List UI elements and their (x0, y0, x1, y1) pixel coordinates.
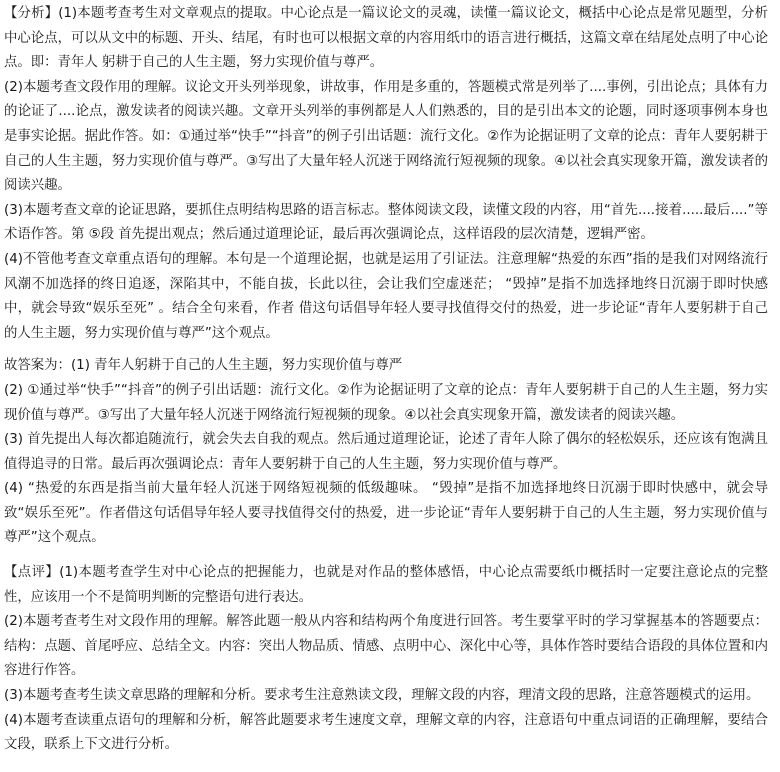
analysis-paragraph-1 (4, 2, 768, 76)
analysis-tag: 【分析】 (4, 6, 59, 21)
answer-section (4, 354, 768, 551)
comment-paragraph-1 (4, 561, 768, 610)
analysis-paragraph-2: (2)本题考查文段作用的理解。议论文开头列举现象，讲故事，作用是多重的，答题模式常是列举了....事例，引出论点；具体有力的论证了....论点，激发读者的阅读兴趣。文章开头列举的事例都是人人们熟悉的，目的是引出本文的论题，同时逐项事例本身也是事实论据。据此作答。如：①通过举“快手”“抖音”的例子引出话题：流行文化。②作为论据证明了文章的论点：青年人要躬耕于自己的人生主题，努力实现价值与尊严。③写出了大量年轻人沉迷于网络流行短视频的现象。④以社会真实现象开篇，激发读者的阅读兴趣。 (4, 79, 768, 194)
analysis-paragraph-4: (4)不管他考查文章重点语句的理解。本句是一个道理论据，也就是运用了引证法。注意理解“热爱的东西”指的是我们对网络流行风潮不加选择的终日追逐，深陷其中，不能自拔，长此以往，会让我们空虚迷茫； “毁掉”是指不加选择地终日沉溺于即时快感中，就会导致“娱乐至死” 。结合全句来看，作者 借这句话倡导年轻人要寻找值得交付的热爱，进一步论证“青年人要躬耕于自己的人生主题，努力实现价值与尊严”这个观点。 (4, 251, 768, 341)
analysis-section (4, 2, 768, 346)
section-spacer (4, 346, 768, 354)
analysis-text-1: (1)本题考查考生对文章观点的提取。中心论点是一篇议论文的灵魂，读懂一篇议论文，概括中心论点是常见题型，分析中心论点，可以从文中的标题、开头、结尾，有时也可以根据文章的内容用纸巾的语言进行概括，这篇文章在结尾处点明了中心论点。即：青年人 躬耕于自己的人生主题，努力实现价值与尊严。 (4, 6, 768, 71)
answer-paragraph-1: 故答案为：(1) 青年人躬耕于自己的人生主题，努力实现价值与尊严 (4, 358, 403, 374)
comment-paragraph-4: (4)本题考查读重点语句的理解和分析，解答此题要求考生速度文章，理解文章的内容，注意语句中重点词语的正确理解，要结合文段，联系上下文进行分析。 (4, 712, 768, 753)
answer-paragraph-3: (3) 首先提出人每次都追随流行，就会失去自我的观点。然后通过道理论证，论述了青年人除了偶尔的轻松娱乐，还应该有饱满且值得追寻的日常。最后再次强调论点：青年人要躬耕于自己的人生主题，努力实现价值与尊严。 (4, 432, 768, 472)
comment-section (4, 561, 768, 758)
analysis-paragraph-3: (3)本题考查文章的论证思路，要抓住点明结构思路的语言标志。整体阅读文段，读懂文段的内容，用“首先....接着.....最后....”等术语作答。第 ⑤段 首先提出观点；然后通过道理论证，最后再次强调论点，这样语段的层次清楚，逻辑严密。 (4, 202, 768, 243)
answer-paragraph-4: (4) “热爱的东西是指当前大量年轻人沉迷于网络短视频的低级趣味。 “毁掉”是指不加选择地终日沉溺于即时快感中，就会导致“娱乐至死”。作者借这句话倡导年轻人要寻找值得交付的热爱，进一步论证“青年人要躬耕于自己的人生主题，努力实现价值与尊严”这个观点。 (4, 481, 768, 546)
comment-paragraph-3: (3)本题考查考生读文章思路的理解和分析。要求考生注意熟读文段，理解文段的内容，理清文段的思路，注意答题模式的运用。 (4, 688, 760, 704)
comment-tag: 【点评】 (4, 565, 60, 581)
section-spacer (4, 551, 768, 561)
comment-paragraph-2: (2)本题考查考生对文段作用的理解。解答此题一般从内容和结构两个角度进行回答。考生要掌平时的学习掌握基本的答题要点：结构：点题、首尾呼应、总结全文。内容：突出人物品质、情感、点明中心、深化中心等，具体作答时要结合语段的具体位置和内容进行作答。 (4, 614, 768, 679)
comment-text-1: (1)本题考查学生对中心论点的把握能力，也就是对作品的整体感悟，中心论点需要纸巾概括时一定要注意论点的完整性，应该用一个不是简明判断的完整语句进行表达。 (4, 565, 768, 605)
answer-paragraph-2: (2) ①通过举“快手”“抖音”的例子引出话题：流行文化。②作为论据证明了文章的论点：青年人要躬耕于自己的人生主题，努力实现价值与尊严。③写出了大量年轻人沉迷于网络流行短视频的现象。④以社会真实现象开篇，激发读者的阅读兴趣。 (4, 382, 768, 423)
